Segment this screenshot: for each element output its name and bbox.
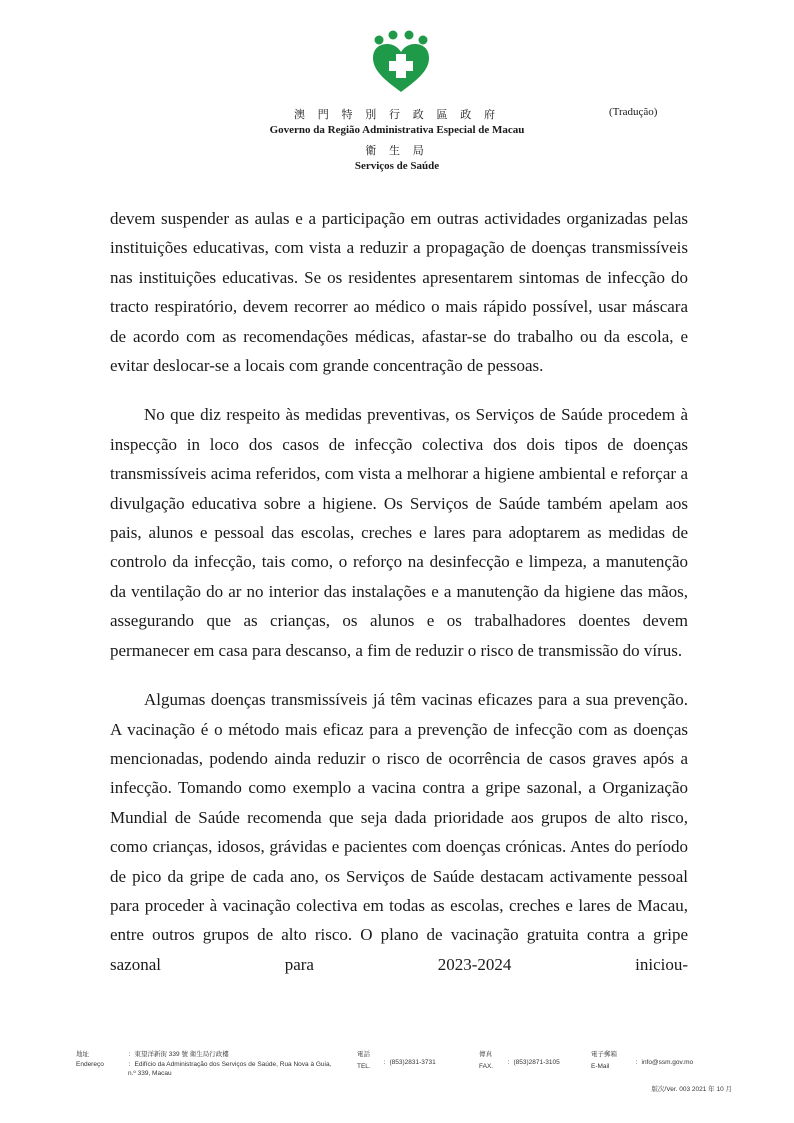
body-paragraph: devem suspender as aulas e a participação em outras actividades organizadas pelas instituições educativas, com vista a reduzir a propagação de doenças transmissíveis nas instituições educativas. Se os residentes apresentarem sintomas de infecção do tracto respiratório, devem recorrer ao médico o mais rápido possível, usar máscara de acordo com as recomendações médicas, afastar-se do trabalho ou da escola, e evitar deslocar-se a locais com grande concentração de pessoas. [110,209,688,376]
government-name-chinese: 澳 門 特 別 行 政 區 政 府 [294,109,500,121]
address-label-chinese: 地址 [76,1051,89,1058]
email-label-portuguese: E-Mail [591,1063,610,1070]
page-footer [0,1050,794,1110]
fax-label-portuguese: FAX. [479,1063,494,1070]
email-label-chinese: 電子郵箱 [591,1051,617,1058]
email-value: ：info@ssm.gov.mo [635,1059,694,1066]
department-name-chinese: 衛 生 局 [365,145,429,157]
tel-label-chinese: 電話 [357,1051,370,1058]
tel-label-portuguese: TEL. [357,1063,371,1070]
address-portuguese: ：Edifício da Administração dos Serviços de Saúde, Rua Nova à Guia, n.º 339, Macau [128,1061,332,1077]
health-bureau-logo-icon [370,30,432,94]
translation-note: (Tradução) [609,106,658,118]
body-paragraph: Algumas doenças transmissíveis já têm vacinas eficazes para a sua prevenção. A vacinação é o método mais eficaz para a prevenção de infecção com as doenças mencionadas, podendo ainda reduzir o risco de ocorrência de casos graves após a infecção. Tomando como exemplo a vacina contra a gripe sazonal, a Organização Mundial de Saúde recomenda que seja dada prioridade aos grupos de alto risco, como crianças, idosos, grávidas e pacientes com doenças crónicas. Antes do período de pico da gripe de cada ano, os Serviços de Saúde destacam activamente pessoal para proceder à vacinação colectiva em todas as escolas, creches e lares de Macau, entre outros grupos de alto risco. O plano de vacinação gratuita contra a gripe sazonal para 2023-2024 iniciou- [110,690,688,974]
tel-value: ：(853)2831-3731 [383,1059,436,1066]
fax-value: ：(853)2871-3105 [507,1059,560,1066]
government-name-portuguese: Governo da Região Administrativa Especial de Macau [269,124,525,136]
document-version: 版次/Ver. 003 2021 年 10 月 [651,1086,732,1093]
department-name-portuguese: Serviços de Saúde [354,160,440,172]
document-body [110,204,688,979]
address-chinese: ：東望洋新街 339 號 衛生局行政樓 [128,1051,229,1058]
body-paragraph: No que diz respeito às medidas preventivas, os Serviços de Saúde procedem à inspecção in loco dos casos de infecção colectiva dos dois tipos de doenças transmissíveis acima referidos, com vista a melhorar a higiene ambiental e reforçar a divulgação educativa sobre a higiene. Os Serviços de Saúde também apelam aos pais, alunos e pessoal das escolas, creches e lares para adoptarem as medidas de controlo da infecção, tais como, o reforço na desinfecção e limpeza, a manutenção da ventilação do ar no interior das instalações e a manutenção da higiene das mãos, assegurando que as crianças, os alunos e os trabalhadores doentes devem permanecer em casa para descanso, a fim de reduzir o risco de transmissão do vírus. [110,405,688,660]
fax-label-chinese: 傳真 [479,1051,492,1058]
address-label-portuguese: Endereço [76,1061,104,1068]
